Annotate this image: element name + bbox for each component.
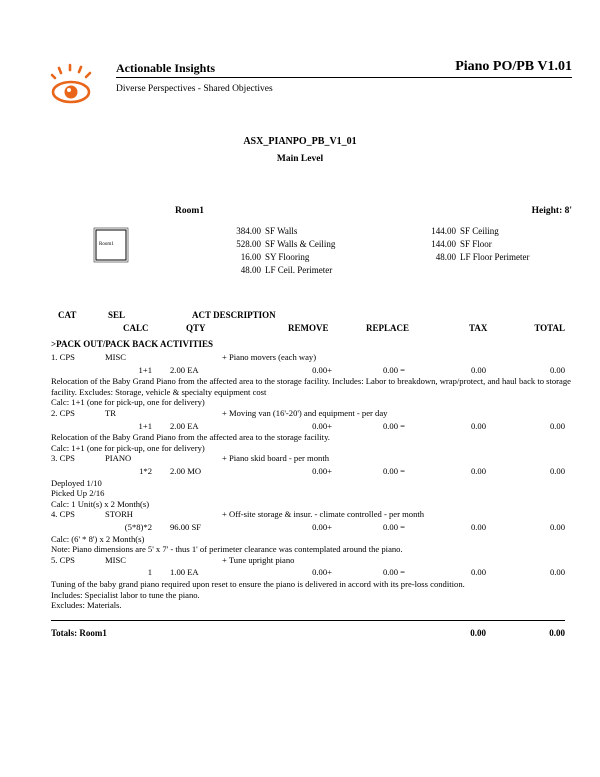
col-replace: REPLACE — [366, 323, 410, 333]
item-replace: 0.00 = — [382, 420, 405, 431]
item-description: + Off-site storage & insur. - climate controlled - per month — [222, 509, 425, 520]
item-qty: 2.00 EA — [170, 364, 199, 375]
measurement-label: LF Ceil. Perimeter — [265, 265, 333, 275]
item-calc: 1*2 — [139, 466, 152, 476]
item-qty: 2.00 MO — [170, 466, 202, 476]
item-remove: 0.00+ — [312, 364, 332, 375]
item-qty: 2.00 EA — [170, 420, 199, 431]
item-qty: 1.00 EA — [170, 567, 199, 578]
item-note: Note: Piano dimensions are 5' x 7' - thus 1' of perimeter clearance was contemplated around the piano. — [51, 544, 403, 555]
measurement-value: 144.00 — [431, 239, 456, 249]
totals-total: 0.00 — [549, 628, 565, 638]
totals-tax: 0.00 — [470, 628, 486, 638]
item-calc: 1+1 — [138, 420, 152, 431]
section-title: >PACK OUT/PACK BACK ACTIVITIES — [51, 339, 214, 349]
totals-label: Totals: Room1 — [51, 628, 107, 638]
item-remove: 0.00+ — [312, 522, 332, 532]
measurement-value: 384.00 — [236, 226, 261, 236]
item-total: 0.00 — [549, 522, 565, 532]
item-replace: 0.00 = — [382, 522, 405, 532]
measurement-row — [225, 265, 332, 275]
measurement-value: 528.00 — [236, 239, 261, 249]
measurement-row — [225, 252, 309, 262]
item-description: + Moving van (16'-20') and equipment - per day — [222, 408, 388, 418]
estimate-name: ASX_PIANPO_PB_V1_01 — [243, 136, 357, 147]
item-calc: 1+1 — [138, 364, 152, 375]
item-calc: (5*8)*2 — [124, 522, 152, 532]
item-id: 3. CPS — [51, 453, 75, 464]
item-replace: 0.00 = — [382, 466, 405, 476]
company-logo — [46, 62, 106, 106]
measurement-row — [225, 239, 335, 249]
measurement-label: SF Floor — [460, 239, 492, 249]
item-total: 0.00 — [549, 567, 565, 578]
company-tagline: Diverse Perspectives - Shared Objectives — [116, 84, 273, 94]
item-note: Deployed 1/10 — [51, 477, 102, 488]
col-act-description: ACT DESCRIPTION — [192, 310, 276, 320]
document-title: Piano PO/PB V1.01 — [455, 59, 572, 74]
item-note: Calc: 1+1 (one for pick-up, one for delivery) — [51, 442, 205, 453]
item-note: Tuning of the baby grand piano required upon reset to ensure the piano is delivered in accord with its pre-loss condition. — [51, 579, 465, 589]
measurement-value: 48.00 — [435, 252, 456, 262]
measurement-label: SF Walls — [265, 226, 298, 236]
col-remove: REMOVE — [288, 323, 329, 333]
col-qty: QTY — [186, 323, 206, 333]
sketch-room-label: Room1 — [99, 242, 114, 247]
measurement-value: 16.00 — [240, 252, 261, 262]
item-description: + Tune upright piano — [222, 554, 295, 565]
item-qty: 96.00 SF — [170, 522, 202, 532]
col-tax: TAX — [469, 323, 488, 333]
measurement-value: 144.00 — [431, 226, 456, 236]
item-remove: 0.00+ — [312, 567, 332, 578]
col-calc: CALC — [123, 323, 149, 333]
item-selector: MISC — [105, 352, 127, 362]
item-note: Relocation of the Baby Grand Piano from the affected area to the storage facility. Includes: Labor to breakdown, wrap/protect, and haul back to storage facility. Excludes: Storage, vehicle & specialty equipment cost — [51, 376, 571, 397]
item-replace: 0.00 = — [382, 567, 405, 578]
measurement-row — [420, 239, 492, 249]
item-tax: 0.00 — [470, 567, 486, 578]
room-name: Room1 — [175, 206, 205, 216]
item-replace: 0.00 = — [382, 364, 405, 375]
item-selector: MISC — [105, 554, 127, 565]
totals-divider — [51, 620, 565, 621]
item-tax: 0.00 — [470, 466, 486, 476]
item-id: 4. CPS — [51, 509, 75, 520]
item-note: Calc: 1 Unit(s) x 2 Month(s) — [51, 498, 150, 509]
company-name: Actionable Insights — [116, 61, 216, 75]
room-sketch — [90, 224, 132, 266]
measurement-row — [420, 226, 499, 236]
measurement-label: SF Walls & Ceiling — [265, 239, 336, 249]
item-selector: TR — [105, 408, 116, 418]
item-remove: 0.00+ — [312, 466, 332, 476]
item-id: 1. CPS — [51, 352, 75, 362]
item-remove: 0.00+ — [312, 420, 332, 431]
header-divider — [116, 77, 572, 78]
item-note: Calc: (6' * 8') x 2 Month(s) — [51, 533, 145, 544]
room-height: Height: 8' — [531, 206, 572, 216]
measurement-row — [225, 226, 297, 236]
measurement-label: SY Flooring — [265, 252, 310, 262]
item-total: 0.00 — [549, 466, 565, 476]
item-total: 0.00 — [549, 420, 565, 431]
item-note: Includes: Specialist labor to tune the piano. — [51, 589, 200, 600]
measurement-row — [420, 252, 530, 262]
item-description: + Piano movers (each way) — [222, 352, 317, 362]
item-total: 0.00 — [549, 364, 565, 375]
eye-logo-icon — [46, 62, 106, 106]
col-cat: CAT — [58, 310, 77, 320]
item-description: + Piano skid board - per month — [222, 453, 330, 464]
item-selector: PIANO — [105, 453, 132, 464]
item-note: Excludes: Materials. — [51, 600, 122, 611]
item-tax: 0.00 — [470, 364, 486, 375]
item-id: 2. CPS — [51, 408, 75, 418]
item-note: Relocation of the Baby Grand Piano from the affected area to the storage facility. — [51, 432, 330, 443]
col-sel: SEL — [108, 310, 126, 320]
col-total: TOTAL — [534, 323, 565, 333]
measurement-value: 48.00 — [240, 265, 261, 275]
measurement-label: LF Floor Perimeter — [460, 252, 530, 262]
item-tax: 0.00 — [470, 420, 486, 431]
item-calc: 1 — [147, 567, 152, 578]
item-note: Calc: 1+1 (one for pick-up, one for delivery) — [51, 397, 205, 408]
item-selector: STORH — [105, 509, 134, 520]
item-note: Picked Up 2/16 — [51, 488, 105, 499]
item-tax: 0.00 — [470, 522, 486, 532]
measurement-label: SF Ceiling — [460, 226, 499, 236]
level-name: Main Level — [276, 154, 324, 164]
item-id: 5. CPS — [51, 554, 75, 565]
